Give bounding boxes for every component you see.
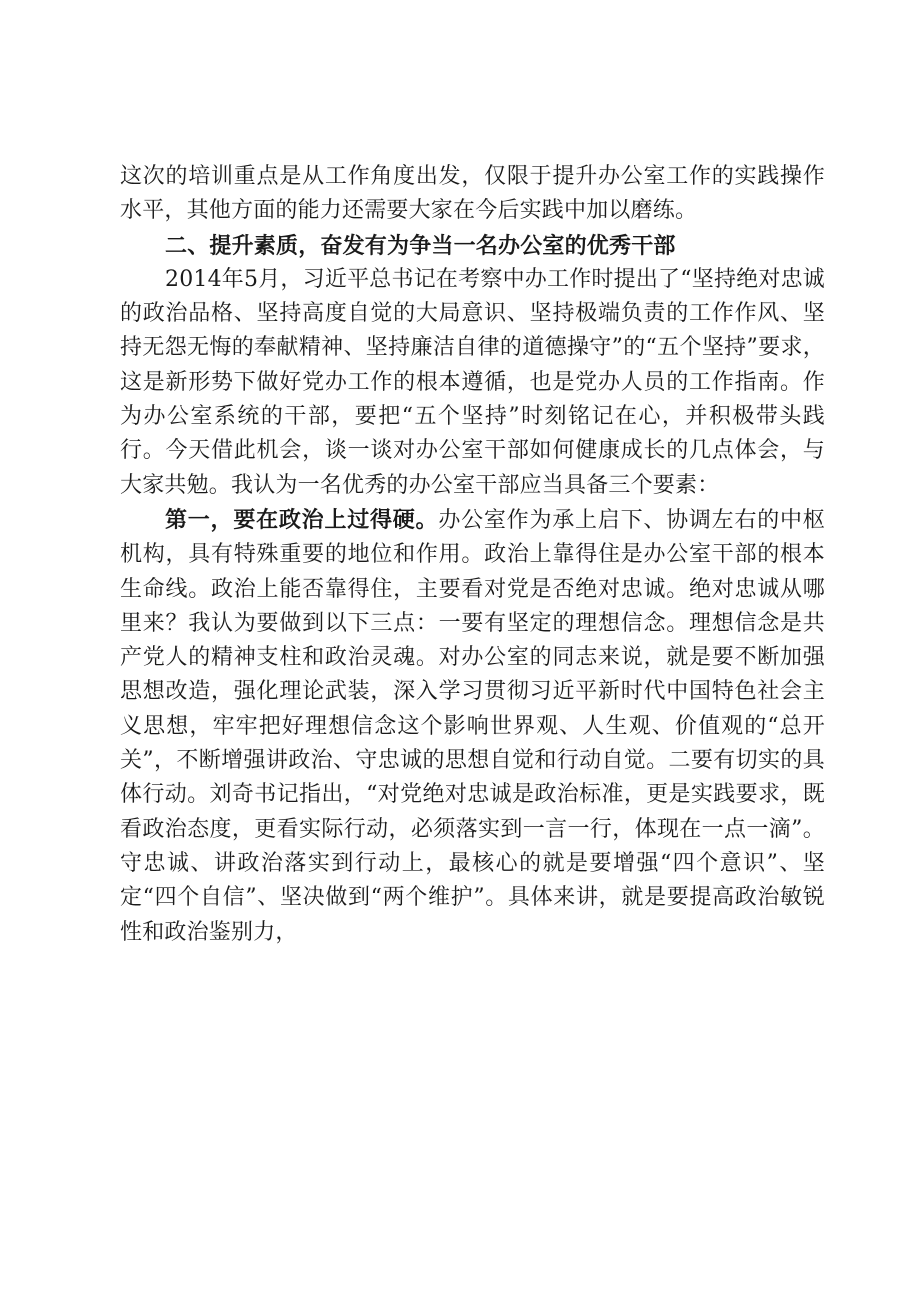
paragraph-continuation: 这次的培训重点是从工作角度出发，仅限于提升办公室工作的实践操作水平，其他方面的能力还需要大家在今后实践中加以磨练。 [120, 164, 825, 224]
first-point-lead: 第一，要在政治上过得硬。 [165, 506, 439, 533]
first-point-body: 办公室作为承上启下、协调左右的中枢机构，具有特殊重要的地位和作用。政治上靠得住是办公室干部的根本生命线。政治上能否靠得住，主要看对党是否绝对忠诚。绝对忠诚从哪里来？我认为要做到以下三点：一要有坚定的理想信念。理想信念是共产党人的精神支柱和政治灵魂。对办公室的同志来说，就是要不断加强思想改造，强化理论武装，深入学习贯彻习近平新时代中国特色社会主义思想，牢牢把好理想信念这个影响世界观、人生观、价值观的“总开关”，不断增强讲政治、守忠诚的思想自觉和行动自觉。二要有切实的具体行动。刘奇书记指出，“对党绝对忠诚是政治标准，更是实践要求，既看政治态度，更看实际行动，必须落实到一言一行，体现在一点一滴”。守忠诚、讲政治落实到行动上，最核心的就是要增强“四个意识”、坚定“四个自信”、坚决做到“两个维护”。具体来讲，就是要提高政治敏锐性和政治鉴别力， [120, 507, 825, 945]
paragraph-first-point [120, 503, 825, 950]
section-heading: 二、提升素质，奋发有为争当一名办公室的优秀干部 [165, 232, 676, 259]
paragraph-five-requirements: 2014年5月，习近平总书记在考察中办工作时提出了“坚持绝对忠诚的政治品格、坚持高度自觉的大局意识、坚持极端负责的工作作风、坚持无怨无悔的奉献精神、坚持廉洁自律的道德操守”的“五个坚持”要求，这是新形势下做好党办工作的根本遵循，也是党办人员的工作指南。作为办公室系统的干部，要把“五个坚持”时刻铭记在心，并积极带头践行。今天借此机会，谈一谈对办公室干部如何健康成长的几点体会，与大家共勉。我认为一名优秀的办公室干部应当具备三个要素： [120, 266, 825, 498]
